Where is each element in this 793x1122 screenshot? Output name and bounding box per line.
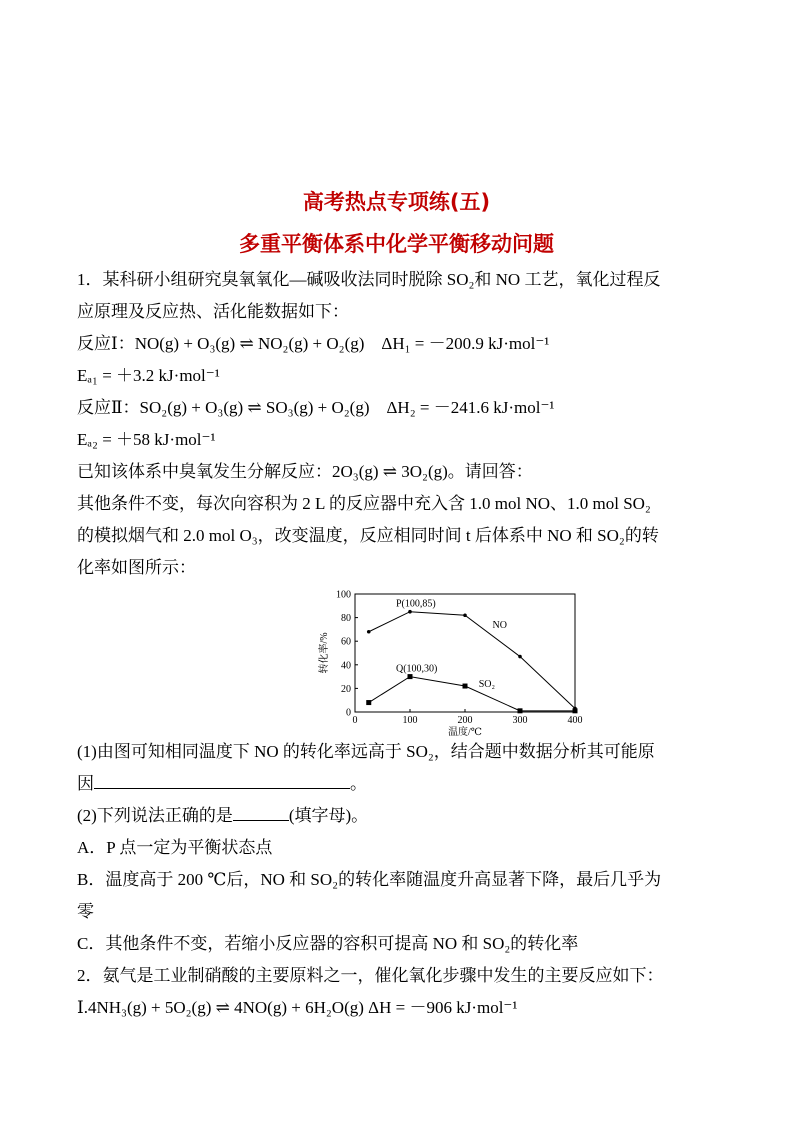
equilibrium-arrow-icon: ⇌ (239, 334, 254, 353)
x-tick-label: 300 (512, 715, 528, 726)
data-point (408, 674, 413, 679)
option-a: A．P 点一定为平衡状态点 (77, 838, 273, 857)
point-annotation: P(100,85) (396, 598, 436, 610)
reaction-1-reactants: 反应Ⅰ：NO(g) + O₃(g) (77, 334, 236, 353)
series-label: SO₂ (478, 679, 496, 691)
x-axis-label: 温度/℃ (448, 727, 482, 736)
y-tick-label: 80 (341, 613, 351, 625)
x-tick-label: 400 (567, 715, 583, 726)
answer-blank-2[interactable] (233, 802, 289, 821)
conversion-chart (295, 588, 585, 736)
q2-intro: 2．氨气是工业制硝酸的主要原料之一，催化氧化步骤中发生的主要反应如下： (77, 966, 664, 985)
y-tick-label: 60 (341, 636, 351, 648)
data-point (463, 613, 467, 617)
data-point (518, 708, 523, 713)
option-b-line2: 零 (77, 902, 94, 921)
q1-intro-line1: 1．某科研小组研究臭氧氧化—碱吸收法同时脱除 SO₂和 NO 工艺，氧化过程反 (77, 270, 661, 289)
x-tick-label: 200 (457, 715, 473, 726)
y-tick-label: 0 (346, 707, 351, 719)
question-1-line1: (1)由图可知相同温度下 NO 的转化率远高于 SO₂，结合题中数据分析其可能原 (77, 742, 655, 761)
question-1-line2 (77, 768, 725, 800)
activation-energy-1: Eₐ₁ = ＋3.2 kJ·mol⁻¹ (77, 366, 220, 385)
page-title: 高考热点专项练(五) (302, 190, 491, 214)
x-tick-label: 0 (352, 715, 358, 726)
data-point (518, 655, 522, 659)
series-line (369, 612, 575, 709)
reaction-1 (77, 328, 725, 360)
question-1-end: 。 (350, 774, 367, 793)
question-2-prefix: (2)下列说法正确的是 (77, 806, 233, 825)
page-subtitle: 多重平衡体系中化学平衡移动问题 (239, 232, 554, 256)
question-2-end: (填字母)。 (288, 806, 369, 825)
option-c: C．其他条件不变，若缩小反应器的容积可提高 NO 和 SO₂的转化率 (77, 934, 579, 953)
data-point (463, 684, 468, 689)
reaction-2-reactants: 反应Ⅱ：SO₂(g) + O₃(g) (77, 398, 244, 417)
q2-reaction-1: Ⅰ.4NH₃(g) + 5O₂(g) ⇌ 4NO(g) + 6H₂O(g) ΔH = －906 kJ·mol⁻¹ (77, 998, 518, 1017)
reaction-1-enthalpy: ΔH₁ = －200.9 kJ·mol⁻¹ (381, 334, 550, 353)
activation-energy-2: Eₐ₂ = ＋58 kJ·mol⁻¹ (77, 430, 216, 449)
reaction-2-products: SO₃(g) + O₂(g) (265, 398, 370, 417)
question-2 (77, 800, 725, 832)
condition-line1: 其他条件不变，每次向容积为 2 L 的反应器中充入含 1.0 mol NO、1.0 mol SO₂ (77, 494, 651, 513)
document-body (77, 264, 725, 1024)
option-b-line1: B．温度高于 200 ℃后，NO 和 SO₂的转化率随温度升高显著下降，最后几乎为 (77, 870, 662, 889)
ozone-decomposition: 已知该体系中臭氧发生分解反应：2O₃(g) ⇌ 3O₂(g)。请回答： (77, 462, 533, 481)
q1-intro-line2: 应原理及反应热、活化能数据如下： (77, 302, 349, 321)
y-tick-label: 40 (341, 660, 351, 672)
y-axis-label: 转化率/% (319, 632, 330, 674)
y-tick-label: 100 (336, 589, 351, 601)
data-point (367, 630, 371, 634)
series-label: NO (492, 620, 507, 632)
question-1-prefix: 因 (77, 774, 94, 793)
data-point (408, 610, 412, 614)
reaction-2-enthalpy: ΔH₂ = －241.6 kJ·mol⁻¹ (386, 398, 555, 417)
x-tick-label: 100 (402, 715, 418, 726)
data-point (366, 700, 371, 705)
reaction-2 (77, 392, 725, 424)
answer-blank-1[interactable] (94, 770, 350, 789)
series-line (369, 677, 575, 711)
data-point (573, 708, 578, 713)
plot-frame (355, 594, 575, 712)
equilibrium-arrow-icon: ⇌ (247, 398, 262, 417)
condition-line2: 的模拟烟气和 2.0 mol O₃，改变温度，反应相同时间 t 后体系中 NO 和 SO₂的转 (77, 526, 659, 545)
point-annotation: Q(100,30) (396, 663, 438, 675)
reaction-1-products: NO₂(g) + O₂(g) (257, 334, 365, 353)
condition-line3: 化率如图所示： (77, 558, 196, 577)
y-tick-label: 20 (341, 683, 351, 695)
